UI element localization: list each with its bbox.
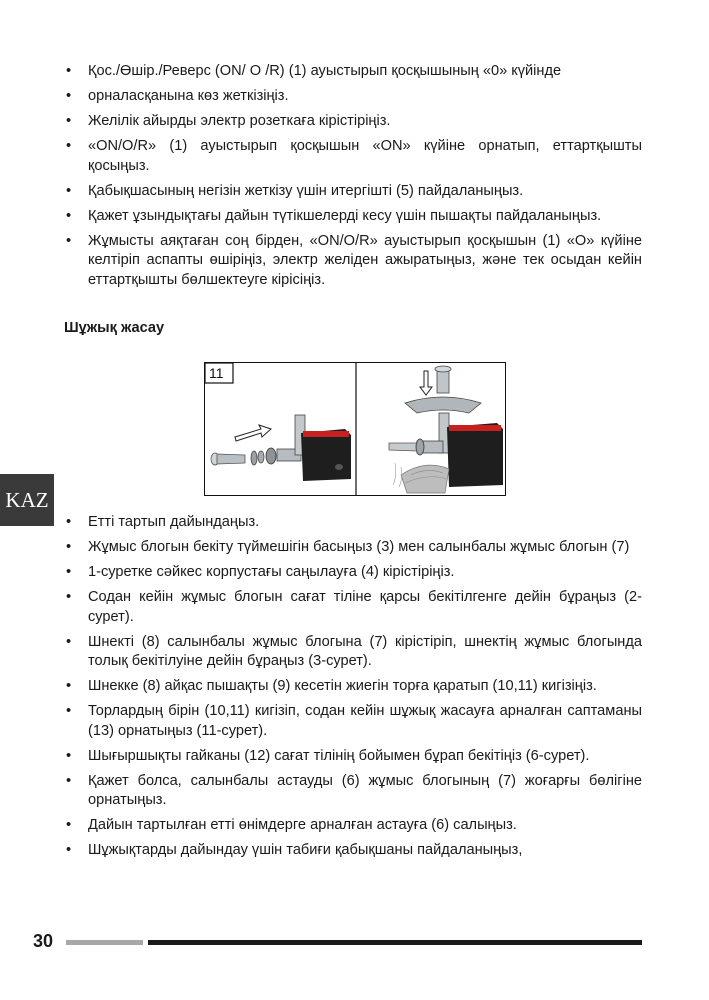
list-item: • Шнекке (8) айқас пышақты (9) кесетін жиегін торға қаратып (10,11) кигізіңіз. [64,677,642,697]
list-item: • Қажет ұзындықтағы дайын түтікшелерді кесу үшін пышақты пайдаланыңыз. [64,207,642,227]
list-item: • Торлардың бірін (10,11) кигізіп, содан кейін шұжық жасауға арналған саптаманы (13) орнатыңыз (11-сурет). [64,702,642,741]
list-item: • «ON/O/R» (1) ауыстырып қосқышын «ON» күйіне орнатып, еттартқышты қосыңыз. [64,137,642,176]
list-item: • Қабықшасының негізін жеткізу үшін итергішті (5) пайдаланыңыз. [64,182,642,202]
list-item: • Қос./Өшір./Реверс (ON/ O /R) (1) ауыстырып қосқышының «0» күйінде [64,62,642,82]
list-item: • орналасқанына көз жеткізіңіз. [64,87,642,107]
meat-grinder-illustration [205,363,505,495]
list-item: • Дайын тартылған етті өнімдерге арналған астауға (6) салыңыз. [64,816,642,836]
page-number: 30 [33,931,54,951]
list-item: • Жұмыс блогын бекіту түймешігін басыңыз (3) мен салынбалы жұмыс блогын (7) [64,538,642,558]
list-item: • Содан кейін жұмыс блогын сағат тіліне қарсы бекітілгенге дейін бұраңыз (2-сурет). [64,588,642,627]
list-item: • Шнекті (8) салынбалы жұмыс блогына (7) кірістіріп, шнектің жұмыс блогында толық бекітілуіне дейін бұраңыз (3-сурет). [64,633,642,672]
section-heading: Шұжық жасау [64,320,165,336]
footer-bar-grey [66,940,143,945]
assembled-grinder [389,366,503,493]
list-item: • Шұжықтарды дайындау үшін табиғи қабықшаны пайдаланыңыз, [64,841,642,861]
list-item: • 1-суретке сәйкес корпустағы саңылауға (4) кірістіріңіз. [64,563,642,583]
list-item: • Қажет болса, салынбалы астауды (6) жұмыс блогының (7) жоғарғы бөлігіне орнатыңыз. [64,772,642,811]
instructions-list-bottom [64,513,642,866]
list-item: • Етті тартып дайындаңыз. [64,513,642,533]
figure-number: 11 [209,365,224,381]
assembly-figure [204,362,506,496]
footer-bar-black [148,940,642,945]
list-item: • Жұмысты аяқтаған соң бірден, «ON/O/R» ауыстырып қосқышын (1) «O» күйіне келтіріп аспапты өшіріңіз, электр желіден ажыратыңыз, және тек осыдан кейін еттартқышты бөлшектеуге кірісіңіз. [64,232,642,291]
exploded-parts [211,415,351,481]
instructions-list-top [64,62,642,296]
list-item: • Желілік айырды электр розеткаға кірістіріңіз. [64,112,642,132]
language-tab: KAZ [0,474,54,526]
list-item: • Шығыршықты гайканы (12) сағат тілінің бойымен бұрап бекітіңіз (6-сурет). [64,747,642,767]
